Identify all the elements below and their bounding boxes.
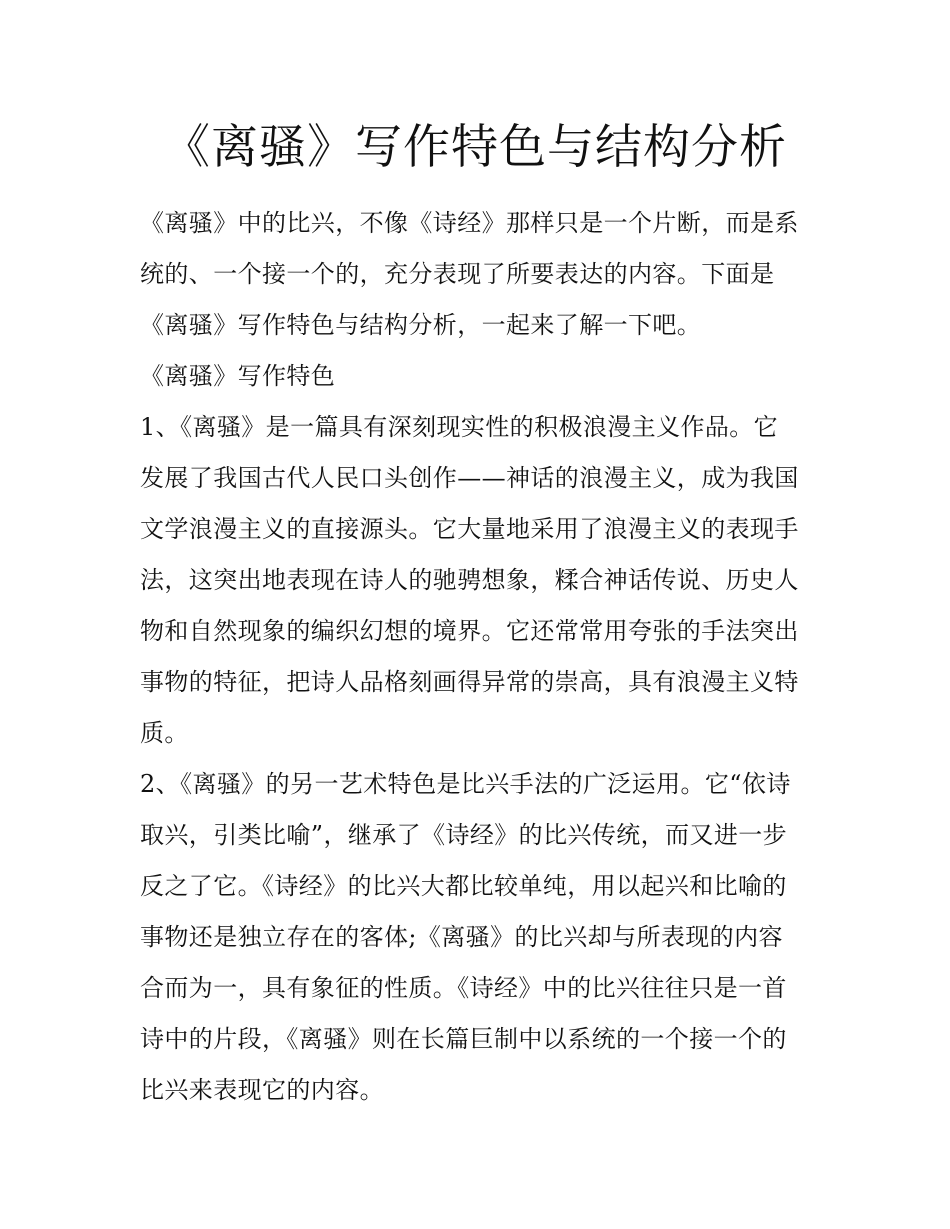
text-line: 质。 <box>140 719 189 747</box>
text-line: 1、《离骚》是一篇具有深刻现实性的积极浪漫主义作品。它 <box>140 413 779 441</box>
text-line: 2、《离骚》的另一艺术特色是比兴手法的广泛运用。它“依诗 <box>140 770 791 798</box>
section-heading: 《离骚》写作特色 <box>140 362 336 390</box>
text-line: 发展了我国古代人民口头创作——神话的浪漫主义，成为我国 <box>140 464 799 492</box>
text-line: 文学浪漫主义的直接源头。它大量地采用了浪漫主义的表现手 <box>140 515 799 543</box>
text-line: 合而为一，具有象征的性质。《诗经》中的比兴往往只是一首 <box>140 974 787 1002</box>
text-line: 事物还是独立存在的客体;《离骚》的比兴却与所表现的内容 <box>140 923 783 951</box>
text-line: 法，这突出地表现在诗人的驰骋想象，糅合神话传说、历史人 <box>140 566 799 594</box>
document-body <box>140 198 820 1116</box>
document-title: 《离骚》写作特色与结构分析 <box>163 120 787 175</box>
text-line: 统的、一个接一个的，充分表现了所要表达的内容。下面是 <box>140 260 775 288</box>
text-line: 取兴，引类比喻”，继承了《诗经》的比兴传统，而又进一步 <box>140 821 788 849</box>
text-line: 《离骚》写作特色与结构分析，一起来了解一下吧。 <box>140 311 702 339</box>
text-line: 比兴来表现它的内容。 <box>140 1076 384 1104</box>
text-line: 物和自然现象的编织幻想的境界。它还常常用夸张的手法突出 <box>140 617 799 645</box>
text-line: 《离骚》中的比兴，不像《诗经》那样只是一个片断，而是系 <box>140 209 799 237</box>
text-line: 事物的特征，把诗人品格刻画得异常的崇高，具有浪漫主义特 <box>140 668 799 696</box>
text-line: 反之了它。《诗经》的比兴大都比较单纯，用以起兴和比喻的 <box>140 872 787 900</box>
text-line: 诗中的片段，《离骚》则在长篇巨制中以系统的一个接一个的 <box>140 1025 787 1053</box>
